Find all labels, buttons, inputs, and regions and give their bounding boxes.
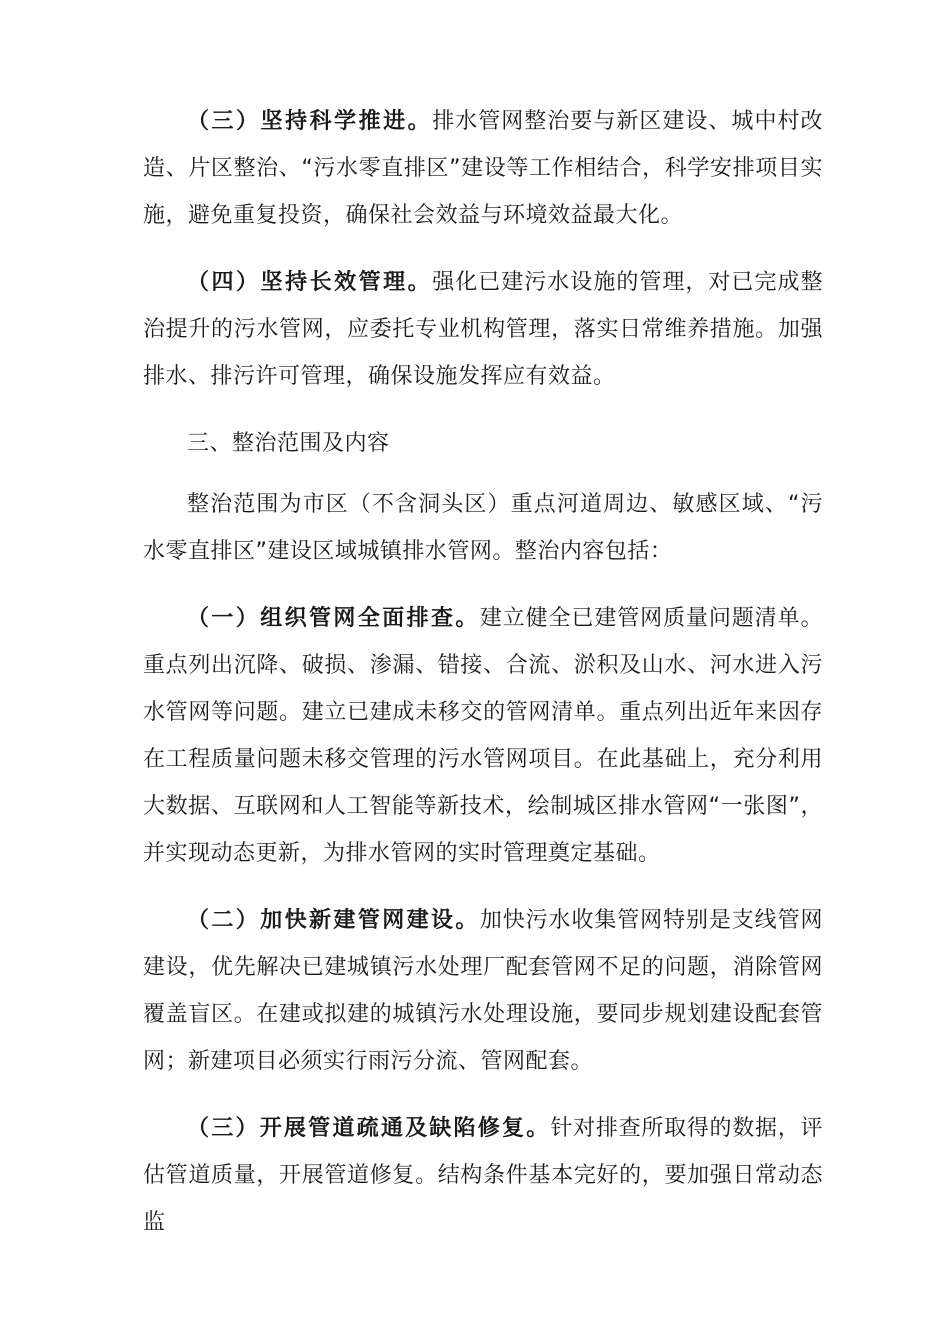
section-heading-text: 三、整治范围及内容 bbox=[187, 431, 390, 456]
paragraph-lead: （三）开展管道疏通及缺陷修复。 bbox=[187, 1115, 551, 1141]
paragraph-lead: （三）坚持科学推进。 bbox=[187, 108, 433, 134]
paragraph-content-1 bbox=[143, 595, 823, 877]
paragraph-principle-3 bbox=[143, 98, 823, 239]
paragraph-lead: （四）坚持长效管理。 bbox=[187, 269, 433, 295]
paragraph-lead: （一）组织管网全面排查。 bbox=[187, 605, 480, 631]
paragraph-text: 针对排查所取得的数据，评估管道质量，开展管道修复。结构条件基本完好的，要加强日常动态监 bbox=[143, 1116, 823, 1235]
paragraph-text: 排水管网整治要与新区建设、城中村改造、片区整治、“污水零直排区”建设等工作相结合，科学安排项目实施，避免重复投资，确保社会效益与环境效益最大化。 bbox=[143, 109, 823, 228]
paragraph-content-3 bbox=[143, 1105, 823, 1246]
paragraph-lead: （二）加快新建管网建设。 bbox=[187, 907, 480, 933]
paragraph-scope bbox=[143, 481, 823, 575]
paragraph-content-2 bbox=[143, 897, 823, 1085]
paragraph-text: 加快污水收集管网特别是支线管网建设，优先解决已建城镇污水处理厂配套管网不足的问题，消除管网覆盖盲区。在建或拟建的城镇污水处理设施，要同步规划建设配套管网；新建项目必须实行雨污分流、管网配套。 bbox=[143, 908, 823, 1074]
paragraph-text: 整治范围为市区（不含洞头区）重点河道周边、敏感区域、“污水零直排区”建设区域城镇排水管网。整治内容包括： bbox=[143, 492, 823, 564]
paragraph-text: 建立健全已建管网质量问题清单。重点列出沉降、破损、渗漏、错接、合流、淤积及山水、河水进入污水管网等问题。建立已建成未移交的管网清单。重点列出近年来因存在工程质量问题未移交管理的污水管网项目。在此基础上，充分利用大数据、互联网和人工智能等新技术，绘制城区排水管网“一张图”，并实现动态更新，为排水管网的实时管理奠定基础。 bbox=[143, 606, 823, 866]
paragraph-principle-4 bbox=[143, 259, 823, 400]
document-page bbox=[143, 98, 823, 1266]
section-heading bbox=[143, 420, 823, 467]
paragraph-text: 强化已建污水设施的管理，对已完成整治提升的污水管网，应委托专业机构管理，落实日常维养措施。加强排水、排污许可管理，确保设施发挥应有效益。 bbox=[143, 270, 823, 389]
